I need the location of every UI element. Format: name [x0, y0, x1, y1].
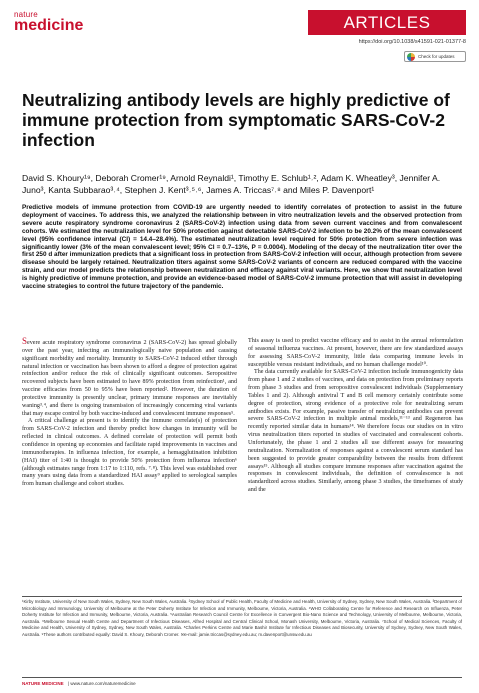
abstract: Predictive models of immune protection from COVID-19 are urgently needed to identify correlates of protection to assist in the future deployment of vaccines. To address this, we analyzed the relationship between in vitro neutralization levels and the observed protection from severe acute respiratory syndrome coronavirus 2 (SARS-CoV-2) infection using data from seven current vaccines and from convalescent cohorts. We estimated the neutralization level for 50% protection against detectable SARS-CoV-2 infection to be 20.2% of the mean convalescent level (95% confidence interval (CI) = 14.4–28.4%). The estimated neutralization level required for 50% protection from severe infection was significantly lower (3% of the mean convalescent level; 95% CI = 0.7–13%, P = 0.0004). Modeling of the decay of the neutralization titer over the first 250 d after immunization predicts that a significant loss in protection from SARS-CoV-2 infection will occur, although protection from severe disease should be largely retained. Neutralization titers against some SARS-CoV-2 variants of concern are reduced compared with the vaccine strain, and our model predicts the relationship between neutralization and efficacy against viral variants. Here, we show that neutralization level is highly predictive of immune protection, and provide an evidence-based model of SARS-CoV-2 immune protection that will assist in developing vaccine strategies to control the future trajectory of the pandemic.: [22, 204, 462, 291]
affiliations-footnote: ¹Kirby Institute, University of New South Wales, Sydney, New South Wales, Australia. ²Sydney School of Public Health, Faculty of Medicine and Health, University of Sydney, Sydney, New South Wales, Australia. ³Department of Microbiology and Immunology, University of Melbourne at the Peter Doherty Institute for Infection and Immunity, Melbourne, Victoria, Australia. ⁴WHO Collaborating Centre for Reference and Research on Influenza, Peter Doherty Institute for Infection and Immunity, Melbourne, Victoria, Australia. ⁵Australian Research Council Centre for Excellence in Convergent Bio-Nano Science and Technology, University of Melbourne, Melbourne, Victoria, Australia. ⁶Melbourne Sexual Health Centre and Department of Infectious Diseases, Alfred Hospital and Central Clinical School, Monash University, Melbourne, Victoria, Australia. ⁷School of Medical Sciences, Faculty of Medicine and Health, University of Sydney, Sydney, New South Wales, Australia. ⁸Charles Perkins Centre and Marie Bashir Institute for Infectious Diseases and Biosecurity, University of Sydney, Sydney, New South Wales, Australia. ⁹These authors contributed equally: David S. Khoury, Deborah Cromer. ✉e-mail: jamie.triccas@sydney.edu.au; m.davenport@unsw.edu.au: [22, 599, 462, 637]
body-paragraph: This assay is used to predict vaccine efficacy and to assist in the annual reformulation of seasonal influenza vaccines. At present, however, there are few standardized assays for assessing SARS-CoV-2 immunity, little data comparing immune levels in susceptible versus resistant individuals, and no human challenge model¹⁰.: [248, 338, 463, 368]
body-paragraph: The data currently available for SARS-CoV-2 infection include immunogenicity data from phase 1 and 2 studies of vaccines, and data on protection from preliminary reports from phase 3 studies and from seropositive convalescent individuals (Supplementary Tables 1 and 2). Although antiviral T and B cell memory certainly contribute some degree of protection, strong evidence of a protective role for neutralizing serum antibodies exists. For example, passive transfer of neutralizing antibodies can prevent severe SARS-CoV-2 infection in multiple animal models,¹¹⁻¹³ and Regeneron has recently reported similar data in humans¹⁴. We therefore focus our studies on in vitro virus neutralization titers reported in studies of vaccinated and convalescent cohorts. Unfortunately, the phase 1 and 2 studies all use different assays for measuring neutralization. Normalization of responses against a convalescent serum standard has been suggested to provide greater comparability between the results from different assays¹⁵. Although all studies compare immune responses after vaccination against the responses in convalescent individuals, the definition of convalescence is not standardized across studies. Similarly, among phase 3 studies, the timeframes of study and the: [248, 369, 463, 494]
logo-nature-text: nature: [14, 10, 38, 19]
logo-medicine-text: medicine: [14, 17, 84, 34]
drop-cap: S: [22, 336, 28, 346]
footer-divider: [22, 677, 462, 678]
section-label: ARTICLES: [308, 10, 466, 35]
journal-logo[interactable]: [14, 11, 83, 34]
page-footer: [22, 681, 136, 686]
check-for-updates-button[interactable]: [404, 51, 466, 62]
body-paragraph: A critical challenge at present is to identify the immune correlate(s) of protection from SARS-CoV-2 infection and thereby predict how changes in immunity will be reflected in clinical outcomes. A defined correlate of protection will permit both confidence in opening up economies and facilitate rapid improvements in vaccines and immunotherapies. In influenza infection, for example, a hemagglutination inhibition (HAI) titer of 1:40 is thought to provide 50% protection from influenza infection⁶ (although estimates range from 1:17 to 1:110, refs. ⁷˒⁸). This level was established over many years using data from a standardized HAI assay⁹ applied to serological samples from human challenge and cohort studies.: [22, 418, 237, 488]
crossmark-icon: [407, 53, 415, 61]
footer-journal-name: NATURE MEDICINE: [22, 681, 64, 686]
footer-journal-url[interactable]: | www.nature.com/naturemedicine: [67, 681, 136, 686]
doi-link[interactable]: https://doi.org/10.1038/s41591-021-01377-8: [358, 39, 466, 45]
footnote-divider: [22, 596, 462, 597]
body-column-left: [22, 338, 237, 489]
article-title: Neutralizing antibody levels are highly predictive of immune protection from symptomatic SARS-CoV-2 infection: [22, 90, 450, 150]
body-column-right: [248, 338, 463, 495]
body-paragraph-text: evere acute respiratory syndrome coronavirus 2 (SARS-CoV-2) has spread globally over the past year, infecting an immunologically naive population and causing significant morbidity and mortality. Immunity to SARS-CoV-2 induced either through natural infection or vaccination has been shown to afford a degree of protection against reinfection and/or reduce the risk of clinically significant outcomes. Seropositive recovered subjects have been estimated to have 89% protection from reinfection¹, and vaccine efficacies from 50 to 95% have been reported². However, the duration of protective immunity is presently unclear, primary immune responses are inevitably waning³˒⁴, and there is ongoing transmission of increasingly concerning viral variants that may escape control by both vaccine-induced and convalescent immune responses⁵.: [22, 340, 237, 417]
author-list: David S. Khoury¹⁹, Deborah Cromer¹⁹, Arnold Reynaldi¹, Timothy E. Schlub¹˒², Adam K. Wheatley³, Jennifer A. Juno³, Kanta Subbarao³˒⁴, Stephen J. Kent³˒⁵˒⁶, James A. Triccas⁷˒⁸ and Miles P. Davenport¹: [22, 173, 441, 195]
check-for-updates-label: Check for updates: [418, 54, 455, 59]
body-paragraph: [22, 338, 237, 418]
